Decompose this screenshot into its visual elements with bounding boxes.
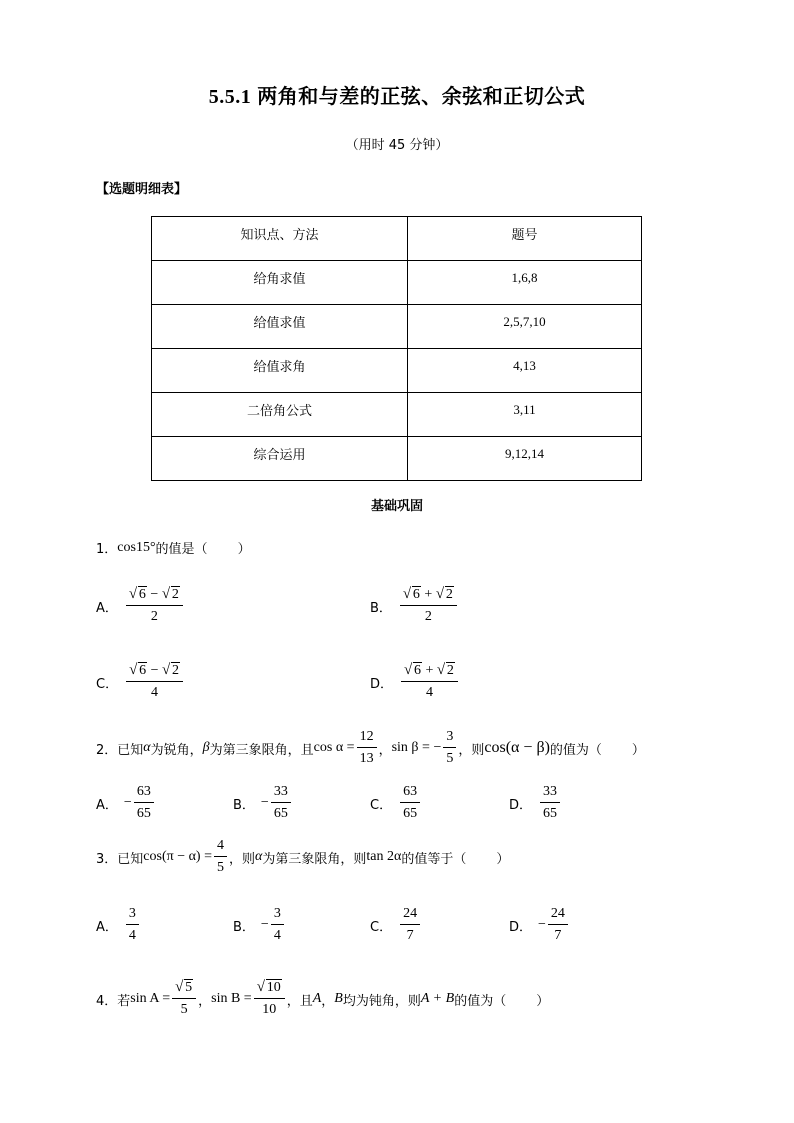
option-label: B． [370, 600, 392, 616]
q2-option-a[interactable] [96, 784, 156, 822]
option-fraction: $\frac{24}{7}$ [548, 906, 568, 944]
q2-separator: ， [378, 742, 392, 758]
table-row [152, 349, 642, 393]
q2-text: 已知 [117, 742, 144, 758]
sqrt-sign: √ 6 [404, 662, 422, 678]
option-fraction: $\frac{63}{65}$ [134, 784, 154, 822]
q1-option-d[interactable] [370, 663, 460, 701]
option-label: A． [96, 919, 118, 935]
q4-number: 4． [96, 993, 118, 1009]
table-row [152, 393, 642, 437]
q3-option-b[interactable] [233, 906, 286, 944]
q2-cos-alpha: cos α = [313, 740, 355, 755]
q4-separator: ， [198, 993, 212, 1009]
question-3 [96, 838, 509, 876]
q2-alpha: α [143, 740, 151, 755]
table-cell-nums: 3,11 [408, 393, 642, 437]
q4-sin-b: sin B = [211, 991, 252, 1006]
option-sign: − [123, 795, 132, 810]
q1-text: 的值是（ [155, 542, 208, 557]
q4-separator: ， [321, 993, 335, 1009]
option-label: D． [509, 919, 533, 935]
q3-expr: cos(π − α) = [143, 849, 212, 864]
option-fraction: $\frac{3}{4}$ [126, 906, 139, 944]
q4-close: ） [536, 993, 550, 1009]
option-label: C． [370, 919, 393, 935]
table-header-topic: 知识点、方法 [152, 217, 408, 261]
q4-fraction: √ 5 5 [172, 980, 196, 1018]
option-fraction: √ 6 + √ 2 2 [400, 587, 457, 625]
q3-tan: tan 2α [366, 849, 402, 864]
table-header-nums: 题号 [408, 217, 642, 261]
option-fraction: $\frac{24}{7}$ [400, 906, 420, 944]
basic-section-heading: 基础巩固 [370, 499, 423, 514]
q4-angle-b: B [334, 991, 343, 1006]
q3-close: ） [496, 851, 510, 867]
q3-alpha: α [255, 849, 263, 864]
q4-text: 均为钝角，则 [342, 993, 421, 1009]
table-cell-topic: 二倍角公式 [152, 393, 408, 437]
q4-sin-a: sin A = [130, 991, 171, 1006]
q1-expr: cos15° [117, 539, 156, 555]
option-fraction: $\frac{33}{65}$ [540, 784, 560, 822]
option-label: A． [96, 797, 118, 813]
q2-option-d[interactable] [509, 784, 562, 822]
question-2 [96, 729, 645, 767]
title-text: 两角和与差的正弦、余弦和正切公式 [257, 84, 586, 108]
page-title [0, 80, 794, 109]
option-fraction: √ 6 − √ 2 2 [126, 587, 183, 625]
q4-angle-a: A [312, 991, 322, 1006]
q3-number: 3． [96, 851, 118, 867]
table-cell-nums: 9,12,14 [408, 437, 642, 481]
time-note: （用时 45 分钟） [345, 138, 449, 153]
q4-sum: A + B [420, 991, 455, 1006]
q1-option-c[interactable] [96, 663, 185, 701]
table-header-row [152, 217, 642, 261]
table-row [152, 305, 642, 349]
q2-fraction: $\frac{3}{5}$ [443, 729, 456, 767]
topic-table [151, 216, 642, 481]
option-fraction: √ 6 + √ 2 4 [401, 663, 458, 701]
sqrt-sign: √ 6 [129, 662, 147, 678]
q4-text: 的值为（ [454, 993, 507, 1009]
q2-text: 为第三象限角，且 [209, 742, 314, 758]
q1-close: ） [237, 542, 251, 557]
option-fraction: √ 6 − √ 2 4 [126, 663, 183, 701]
section-label: 【选题明细表】 [96, 182, 188, 197]
q4-fraction: √ 10 10 [254, 980, 285, 1018]
q4-text: 若 [117, 993, 131, 1009]
table-row [152, 261, 642, 305]
table-row [152, 437, 642, 481]
q2-option-c[interactable] [370, 784, 422, 822]
q2-number: 2． [96, 742, 118, 758]
table-cell-nums: 2,5,7,10 [408, 305, 642, 349]
option-fraction: $\frac{33}{65}$ [271, 784, 291, 822]
sqrt-sign: √ 2 [161, 662, 179, 678]
q3-option-c[interactable] [370, 906, 422, 944]
q3-text: 的值等于（ [401, 851, 467, 867]
option-label: D． [509, 797, 533, 813]
question-1 [96, 538, 251, 557]
sqrt-sign: √ 10 [256, 979, 281, 995]
q2-beta: β [202, 740, 210, 755]
q3-text: ，则 [228, 851, 255, 867]
q2-close: ） [631, 742, 645, 758]
option-sign: − [260, 917, 269, 932]
table-cell-topic: 综合运用 [152, 437, 408, 481]
table-cell-topic: 给值求值 [152, 305, 408, 349]
table-cell-nums: 4,13 [408, 349, 642, 393]
sqrt-sign: √ 5 [175, 979, 193, 995]
sqrt-sign: √ 6 [128, 586, 146, 602]
option-label: C． [96, 676, 119, 692]
q3-option-d[interactable] [509, 906, 570, 944]
q4-text: ，且 [286, 993, 313, 1009]
q2-fraction: $\frac{12}{13}$ [357, 729, 377, 767]
table-cell-topic: 给值求角 [152, 349, 408, 393]
sqrt-sign: √ 2 [435, 586, 453, 602]
table-cell-topic: 给角求值 [152, 261, 408, 305]
q3-text: 为第三象限角，则 [262, 851, 367, 867]
q3-text: 已知 [117, 851, 144, 867]
q3-fraction: $\frac{4}{5}$ [214, 838, 227, 876]
q2-option-b[interactable] [233, 784, 293, 822]
option-label: A． [96, 600, 118, 616]
table-cell-nums: 1,6,8 [408, 261, 642, 305]
q2-text: ，则 [458, 742, 485, 758]
option-label: D． [370, 676, 394, 692]
sqrt-sign: √ 2 [436, 662, 454, 678]
option-label: B． [233, 919, 255, 935]
q2-text: 为锐角， [150, 742, 203, 758]
q1-option-b[interactable] [370, 587, 459, 625]
q2-expr: cos(α − β) [484, 739, 550, 756]
title-number: 5.5.1 [208, 86, 252, 108]
option-sign: − [538, 917, 546, 932]
q2-sin-beta: sin β = − [391, 740, 442, 755]
option-sign: − [260, 795, 269, 810]
option-fraction: $\frac{3}{4}$ [271, 906, 284, 944]
q3-option-a[interactable] [96, 906, 141, 944]
option-label: C． [370, 797, 393, 813]
question-4 [96, 980, 549, 1018]
q1-number: 1． [96, 542, 118, 557]
option-fraction: $\frac{63}{65}$ [400, 784, 420, 822]
option-label: B． [233, 797, 255, 813]
sqrt-sign: √ 2 [161, 586, 179, 602]
q2-text: 的值为（ [549, 742, 602, 758]
q1-option-a[interactable] [96, 587, 185, 625]
sqrt-sign: √ 6 [402, 586, 420, 602]
